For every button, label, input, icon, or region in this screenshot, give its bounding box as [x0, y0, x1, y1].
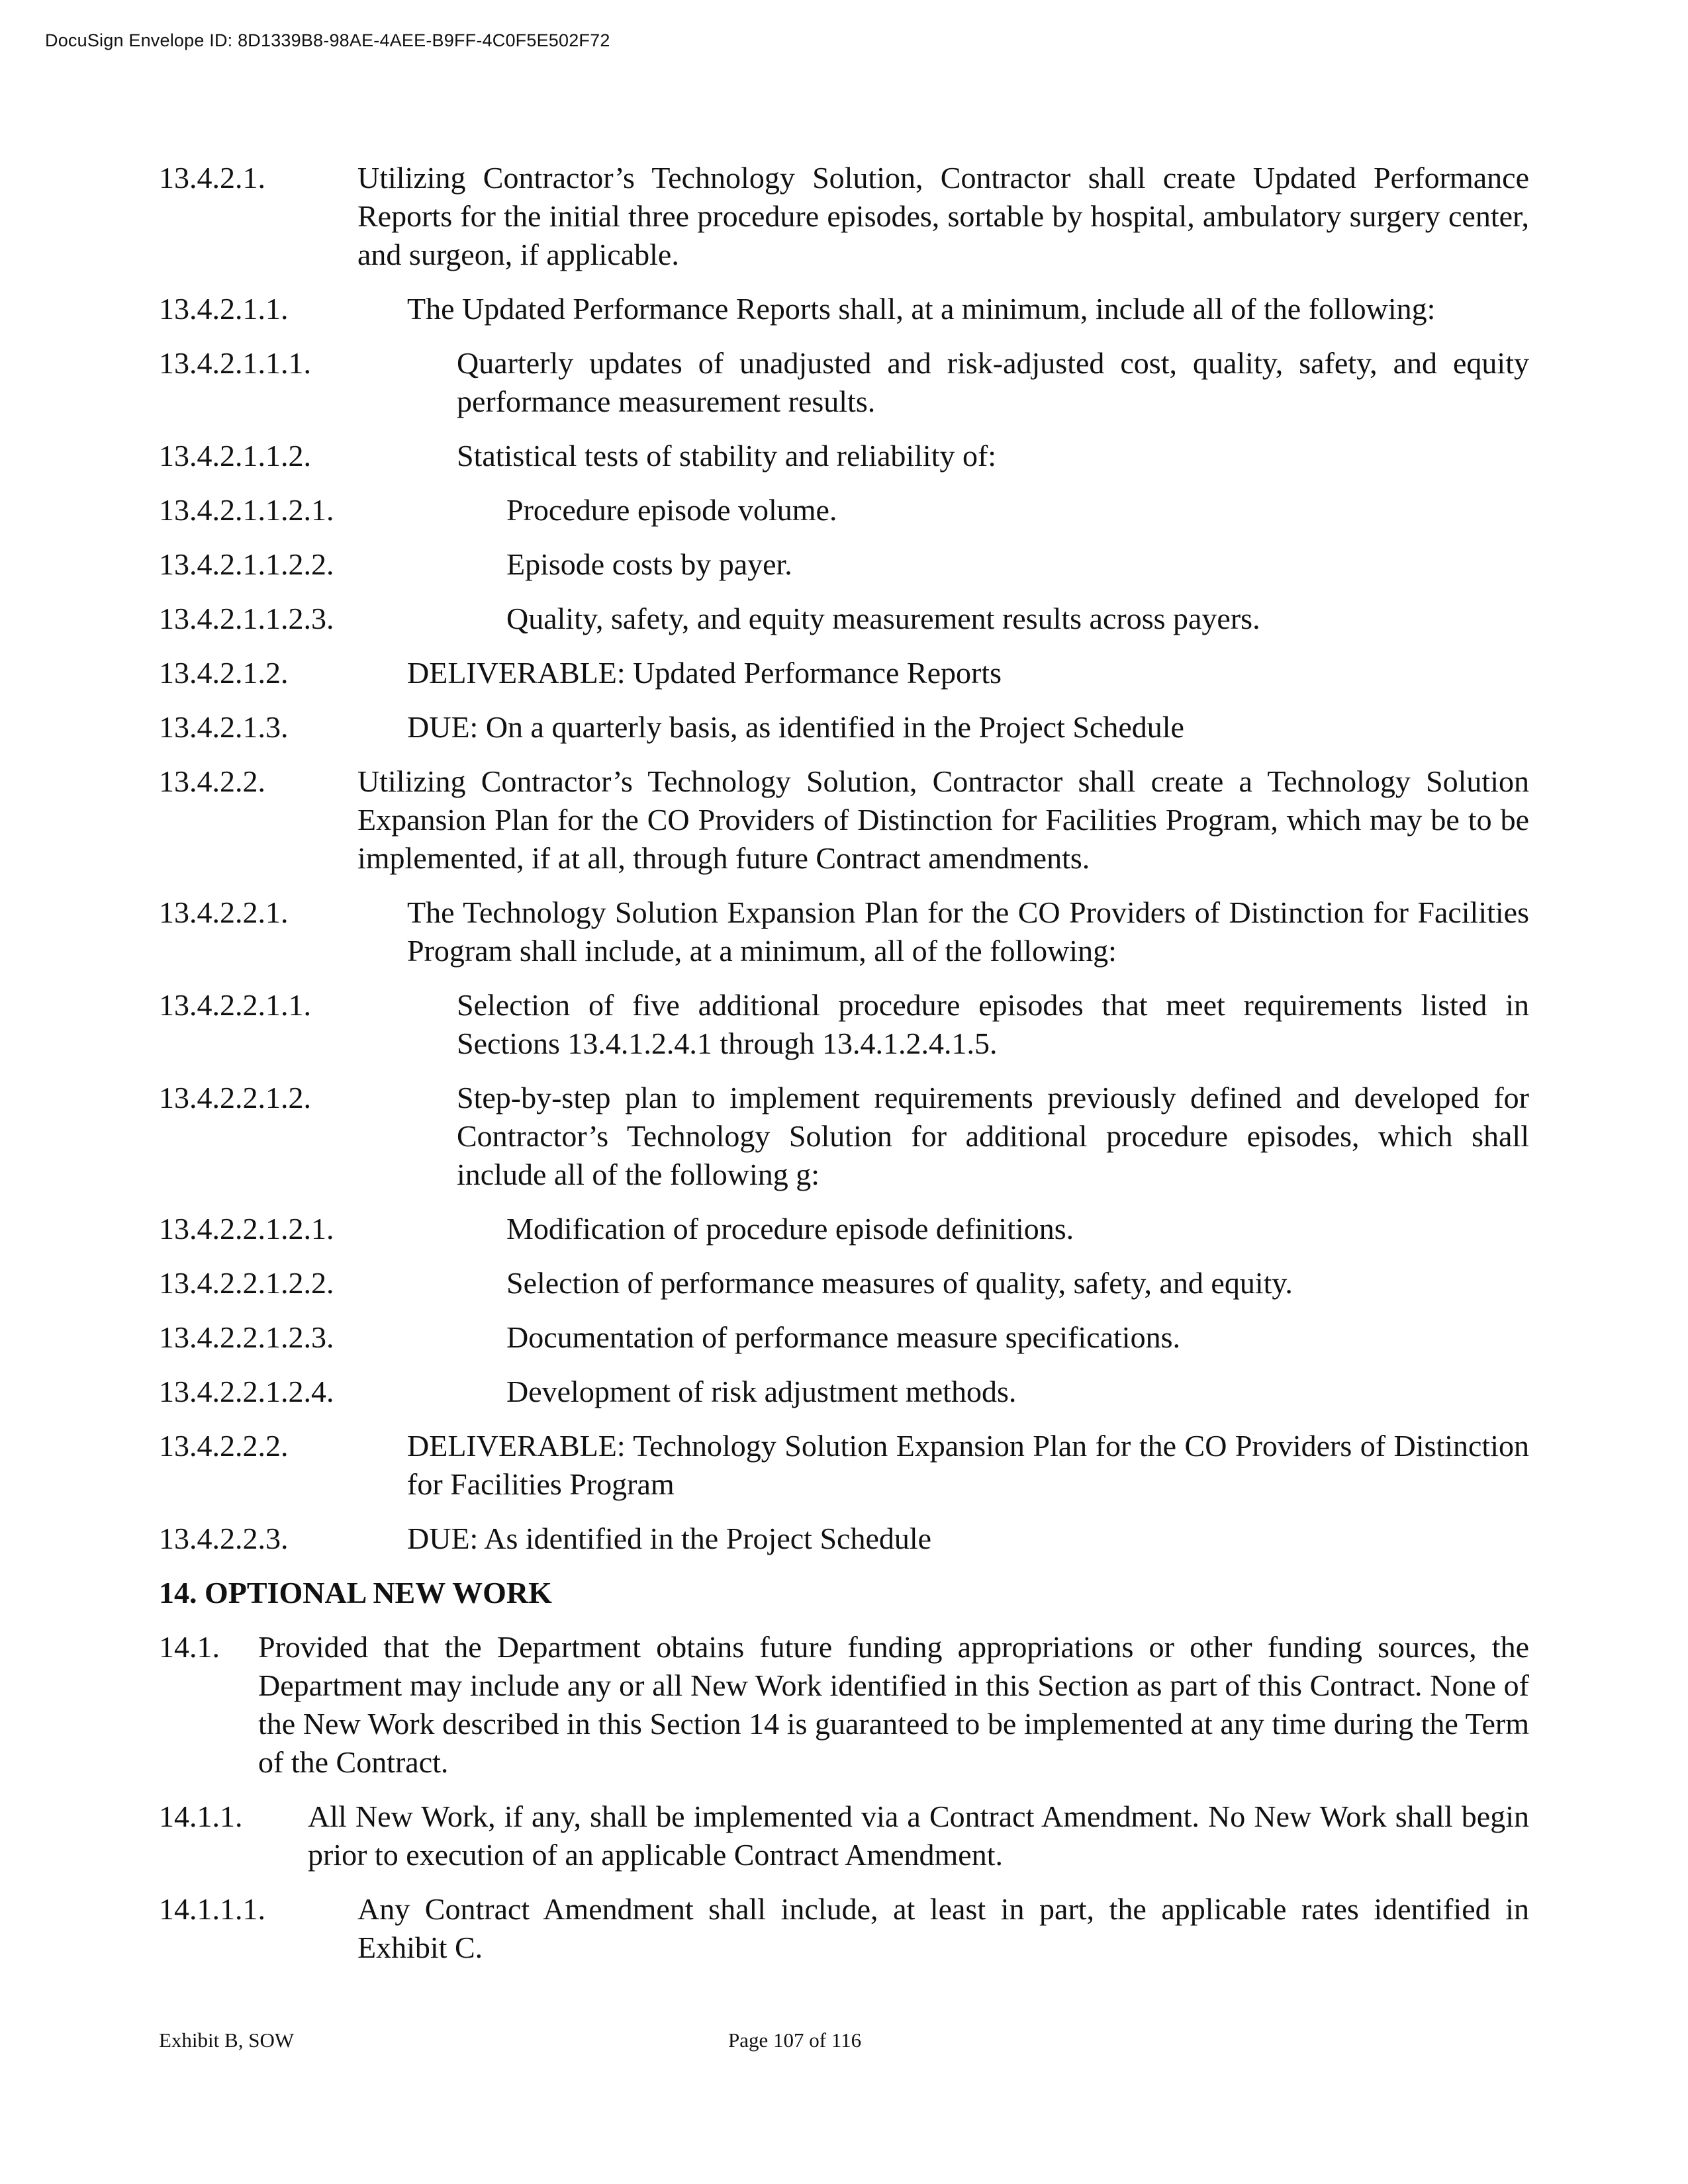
- clause-number: 14.1.: [159, 1630, 220, 1664]
- clause-number: 13.4.2.1.1.1.: [159, 346, 311, 380]
- clause-number: 13.4.2.1.3.: [159, 710, 289, 744]
- clause-text: The Technology Solution Expansion Plan for the CO Providers of Distinction for Facilities Program shall include, at a minimum, all of the following:: [407, 895, 1529, 968]
- clause-text: Episode costs by payer.: [506, 547, 792, 581]
- clause-text: Selection of performance measures of quality, safety, and equity.: [506, 1266, 1293, 1300]
- clause-number: 13.4.2.1.1.: [159, 292, 289, 326]
- clause-14-1: [159, 1628, 1529, 1782]
- clause-text: Modification of procedure episode definitions.: [506, 1212, 1074, 1246]
- clause-number: 14.1.1.1.: [159, 1892, 265, 1926]
- clause-number: 13.4.2.1.: [159, 161, 265, 195]
- clause-13-4-2-2: [159, 762, 1529, 878]
- clause-number: 13.4.2.2.1.2.2.: [159, 1266, 334, 1300]
- clause-number: 13.4.2.2.3.: [159, 1522, 289, 1555]
- clause-text: All New Work, if any, shall be implemented via a Contract Amendment. No New Work shall begin prior to execution of an applicable Contract Amendment.: [308, 1799, 1529, 1872]
- clause-13-4-2-1-1-2-1: [159, 491, 1529, 529]
- clause-text: Utilizing Contractor’s Technology Solution, Contractor shall create Updated Performance Reports for the initial three procedure episodes, sortable by hospital, ambulatory surgery center, and surgeon, if applicable.: [357, 161, 1529, 271]
- clause-14-1-1: [159, 1797, 1529, 1874]
- clause-13-4-2-1-1-2-2: [159, 545, 1529, 584]
- clause-13-4-2-1-1-1: [159, 344, 1529, 421]
- clause-number: 13.4.2.2.1.2.1.: [159, 1212, 334, 1246]
- clause-13-4-2-2-3: [159, 1520, 1529, 1558]
- clause-number: 13.4.2.2.1.2.4.: [159, 1375, 334, 1408]
- clause-text: DELIVERABLE: Updated Performance Reports: [407, 656, 1002, 690]
- clause-number: 13.4.2.1.1.2.3.: [159, 602, 334, 635]
- clause-text: Statistical tests of stability and reliability of:: [457, 439, 997, 473]
- clause-13-4-2-2-2: [159, 1427, 1529, 1504]
- clause-text: The Updated Performance Reports shall, at a minimum, include all of the following:: [407, 292, 1436, 326]
- clause-13-4-2-2-1-2-1: [159, 1210, 1529, 1248]
- clause-13-4-2-2-1-2-2: [159, 1264, 1529, 1302]
- clause-13-4-2-1-1-2-3: [159, 600, 1529, 638]
- clause-13-4-2-1-2: [159, 654, 1529, 692]
- clause-number: 13.4.2.2.1.: [159, 895, 289, 929]
- footer-exhibit-label: Exhibit B, SOW: [159, 2028, 295, 2052]
- document-body: [159, 159, 1529, 1983]
- clause-13-4-2-1-1-2: [159, 437, 1529, 475]
- clause-text: Step-by-step plan to implement requirements previously defined and developed for Contractor’s Technology Solution for additional procedure episodes, which shall include all of the following g:: [457, 1081, 1529, 1191]
- clause-text: Any Contract Amendment shall include, at least in part, the applicable rates identified in Exhibit C.: [357, 1892, 1529, 1964]
- clause-number: 13.4.2.2.1.1.: [159, 988, 311, 1022]
- clause-text: Documentation of performance measure specifications.: [506, 1320, 1180, 1354]
- clause-number: 14.1.1.: [159, 1799, 243, 1833]
- footer-page-number: Page 107 of 116: [728, 2028, 862, 2052]
- clause-text: Procedure episode volume.: [506, 493, 837, 527]
- clause-number: 13.4.2.2.2.: [159, 1429, 289, 1463]
- clause-text: Provided that the Department obtains future funding appropriations or other funding sources, the Department may include any or all New Work identified in this Section as part of this Contract. None of the New Work described in this Section 14 is guaranteed to be implemented at any time during the Term of the Contract.: [258, 1630, 1529, 1779]
- clause-text: Quality, safety, and equity measurement results across payers.: [506, 602, 1260, 635]
- clause-number: 13.4.2.1.1.2.2.: [159, 547, 334, 581]
- clause-number: 13.4.2.1.2.: [159, 656, 289, 690]
- clause-13-4-2-2-1-1: [159, 986, 1529, 1063]
- clause-text: DUE: On a quarterly basis, as identified in the Project Schedule: [407, 710, 1184, 744]
- clause-text: Utilizing Contractor’s Technology Solution, Contractor shall create a Technology Solution Expansion Plan for the CO Providers of Distinction for Facilities Program, which may be to be implemented, if at all, through future Contract amendments.: [357, 764, 1529, 875]
- clause-number: 13.4.2.1.1.2.1.: [159, 493, 334, 527]
- clause-text: Quarterly updates of unadjusted and risk-adjusted cost, quality, safety, and equity performance measurement results.: [457, 346, 1529, 418]
- clause-13-4-2-2-1: [159, 893, 1529, 970]
- clause-number: 13.4.2.1.1.2.: [159, 439, 311, 473]
- clause-13-4-2-1-3: [159, 708, 1529, 747]
- clause-text: DUE: As identified in the Project Schedule: [407, 1522, 932, 1555]
- clause-text: Development of risk adjustment methods.: [506, 1375, 1017, 1408]
- clause-13-4-2-2-1-2: [159, 1079, 1529, 1194]
- clause-text: Selection of five additional procedure episodes that meet requirements listed in Sections 13.4.1.2.4.1 through 13.4.1.2.4.1.5.: [457, 988, 1529, 1060]
- clause-number: 13.4.2.2.1.2.3.: [159, 1320, 334, 1354]
- clause-13-4-2-1-1: [159, 290, 1529, 328]
- clause-13-4-2-1: [159, 159, 1529, 274]
- clause-14-1-1-1: [159, 1890, 1529, 1967]
- clause-number: 13.4.2.2.1.2.: [159, 1081, 311, 1115]
- clause-text: DELIVERABLE: Technology Solution Expansion Plan for the CO Providers of Distinction for Facilities Program: [407, 1429, 1529, 1501]
- clause-13-4-2-2-1-2-3: [159, 1318, 1529, 1357]
- section-14-heading: 14. OPTIONAL NEW WORK: [159, 1576, 552, 1610]
- clause-13-4-2-2-1-2-4: [159, 1373, 1529, 1411]
- docusign-envelope-id: DocuSign Envelope ID: 8D1339B8-98AE-4AEE-B9FF-4C0F5E502F72: [45, 30, 610, 50]
- clause-number: 13.4.2.2.: [159, 764, 265, 798]
